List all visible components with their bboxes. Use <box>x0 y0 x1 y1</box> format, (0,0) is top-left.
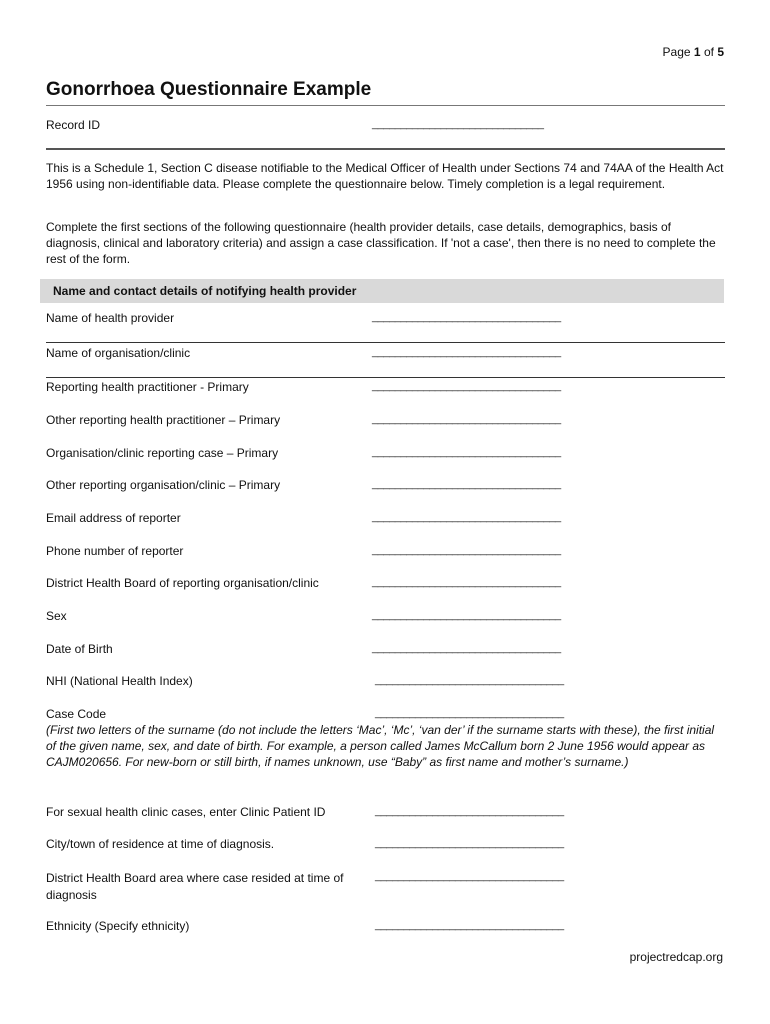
field-divider <box>46 377 725 378</box>
field-input-email[interactable]: _________________________________ <box>372 511 561 523</box>
record-divider <box>46 148 725 150</box>
field-label-other-practitioner: Other reporting health practitioner – Primary <box>46 413 281 427</box>
field-label-clinic-patient-id: For sexual health clinic cases, enter Clinic Patient ID <box>46 805 326 819</box>
field-input-practitioner[interactable]: _________________________________ <box>372 380 561 392</box>
field-input-org-reporting[interactable]: _________________________________ <box>372 446 561 458</box>
footer-url[interactable]: projectredcap.org <box>629 950 723 964</box>
field-input-sex[interactable]: _________________________________ <box>372 609 561 621</box>
field-label-other-org: Other reporting organisation/clinic – Primary <box>46 478 281 492</box>
field-label-practitioner: Reporting health practitioner - Primary <box>46 380 249 394</box>
field-label-health-provider: Name of health provider <box>46 311 175 325</box>
field-input-dob[interactable]: _________________________________ <box>372 642 561 654</box>
case-code-note: (First two letters of the surname (do not include the letters ‘Mac’, ‘Mc’, ‘van der’ if the surname starts with these), the first initial of the given name, sex, and date of birth. For example, a person called James McCallum born 2 June 1956 would appear as CAJM020656. For new-born or still birth, if names unknown, use “Baby” as first name and mother’s surname.) <box>46 723 715 769</box>
field-input-other-practitioner[interactable]: _________________________________ <box>372 413 561 425</box>
field-label-case-code: Case Code <box>46 707 107 721</box>
field-input-dhb-residence[interactable]: _________________________________ <box>375 870 564 882</box>
field-input-nhi[interactable]: _________________________________ <box>375 674 564 686</box>
field-input-case-code[interactable]: _________________________________ <box>375 707 564 719</box>
field-label-organisation: Name of organisation/clinic <box>46 346 191 360</box>
field-input-clinic-patient-id[interactable]: _________________________________ <box>375 805 564 817</box>
field-input-city[interactable]: _________________________________ <box>375 837 564 849</box>
record-id-field[interactable]: ______________________________ <box>372 118 544 130</box>
field-input-other-org[interactable]: _________________________________ <box>372 478 561 490</box>
field-label-org-reporting: Organisation/clinic reporting case – Primary <box>46 446 279 460</box>
field-input-organisation[interactable]: _________________________________ <box>372 346 561 358</box>
page-title: Gonorrhoea Questionnaire Example <box>46 79 372 100</box>
section-header-provider: Name and contact details of notifying health provider <box>40 279 724 303</box>
field-label-phone: Phone number of reporter <box>46 544 184 558</box>
page-number: Page 1 of 5 <box>662 45 724 59</box>
field-label-city: City/town of residence at time of diagnosis. <box>46 837 275 851</box>
field-label-dhb-reporting: District Health Board of reporting organisation/clinic <box>46 576 319 590</box>
field-label-sex: Sex <box>46 609 67 623</box>
field-input-ethnicity[interactable]: _________________________________ <box>375 919 564 931</box>
field-input-phone[interactable]: _________________________________ <box>372 544 561 556</box>
field-label-email: Email address of reporter <box>46 511 181 525</box>
record-id-label: Record ID <box>46 118 101 132</box>
field-input-dhb-reporting[interactable]: _________________________________ <box>372 576 561 588</box>
field-input-health-provider[interactable]: _________________________________ <box>372 311 561 323</box>
field-label-nhi: NHI (National Health Index) <box>46 674 193 688</box>
field-label-ethnicity: Ethnicity (Specify ethnicity) <box>46 919 190 933</box>
intro-paragraph-1: This is a Schedule 1, Section C disease notifiable to the Medical Officer of Health under Sections 74 and 74AA of the Health Act 1956 using non-identifiable data. Please complete the questionnaire below. Timely completion is a legal requirement. <box>46 161 724 191</box>
field-label-dhb-residence: District Health Board area where case resided at time of diagnosis <box>46 871 344 902</box>
field-label-dob: Date of Birth <box>46 642 113 656</box>
title-divider <box>46 105 725 106</box>
intro-paragraph-2: Complete the first sections of the following questionnaire (health provider details, case details, demographics, basis of diagnosis, clinical and laboratory criteria) and assign a case classification. If 'not a case', then there is no need to complete the rest of the form. <box>46 220 716 266</box>
field-divider <box>46 342 725 343</box>
